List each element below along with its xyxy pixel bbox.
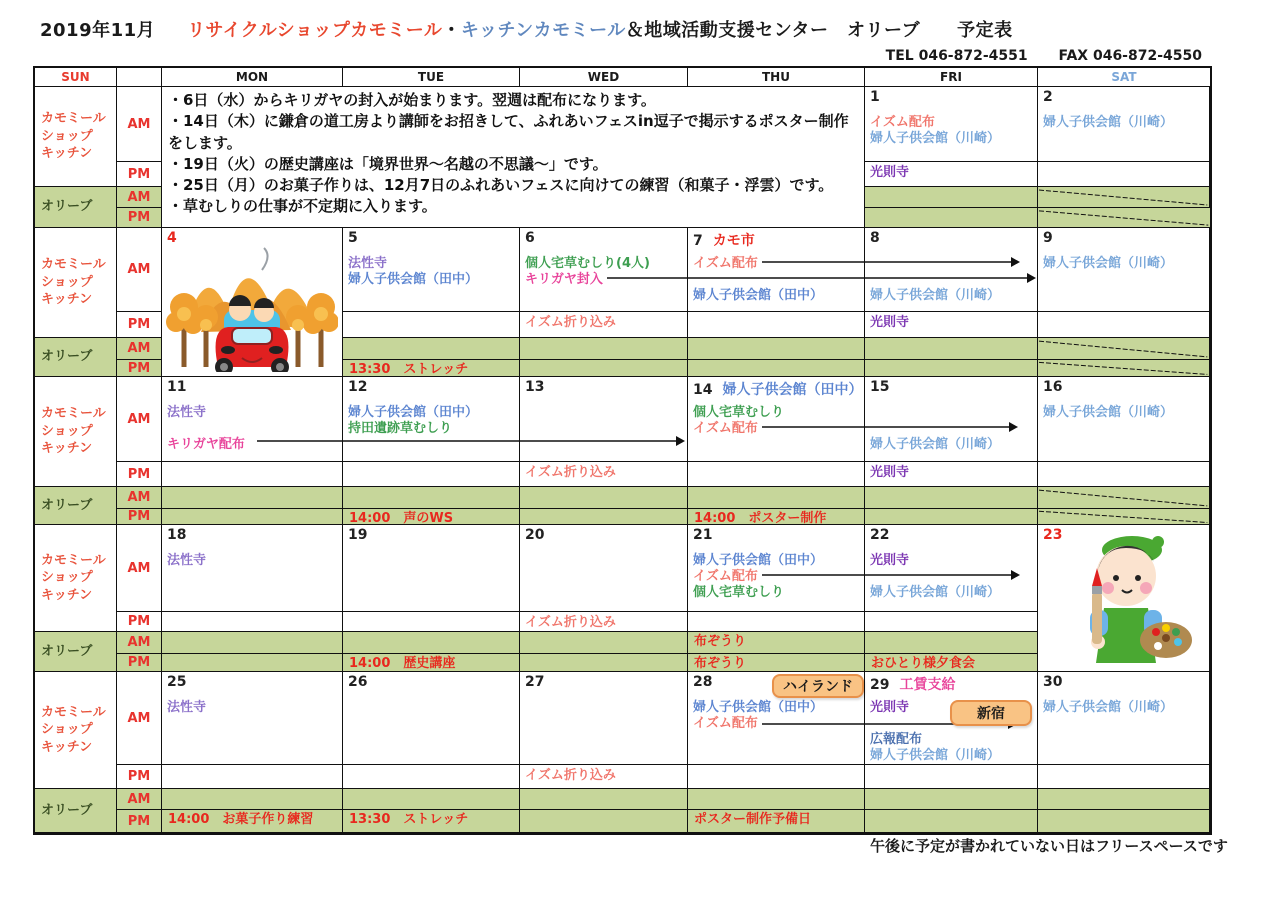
row-label-kamomile (35, 377, 117, 487)
row-label-kamomile-line: ショップ (41, 570, 93, 586)
painter-boy-illustration (1054, 528, 1194, 668)
am-label: AM (117, 377, 162, 462)
event-label: 婦人子供会館（川崎） (1043, 115, 1174, 130)
event-label: 婦人子供会館（川崎） (870, 131, 1001, 146)
date-number (1038, 377, 1209, 405)
day-olive-am-cell-11 (162, 487, 343, 509)
day-cell-27 (520, 672, 688, 765)
title-shop-name: リサイクルショップカモミール (187, 20, 443, 41)
date-number-text: 27 (525, 674, 545, 690)
olive-pm-label: PM (117, 509, 162, 525)
date-suffix-label: 婦人子供会館（田中） (722, 382, 863, 398)
spacer-line (865, 405, 1037, 421)
day-olive-pm-cell-9 (1038, 360, 1210, 377)
event-label: 婦人子供会館（川崎） (870, 437, 1001, 452)
day-olive-am-cell-13 (520, 487, 688, 509)
date-number (520, 228, 687, 256)
date-number-text: 16 (1043, 379, 1063, 395)
calendar-week-row-1 (35, 87, 1210, 228)
event-label: イズム配布 (693, 256, 758, 271)
day-olive-pm-cell-26 (343, 810, 520, 833)
day-pm-cell-7 (688, 312, 865, 338)
monthly-notes-cell (162, 87, 865, 228)
day-olive-am-cell-18 (162, 632, 343, 654)
date-number-text: 21 (693, 527, 713, 543)
day-cell-8 (865, 228, 1038, 312)
date-number: 23 (1043, 527, 1063, 543)
olive-am-label: AM (117, 338, 162, 360)
strikethrough-diagonal (1038, 509, 1209, 524)
event-label: 法性寺 (167, 700, 207, 715)
date-number-text: 11 (167, 379, 187, 395)
day-pm-cell-16 (1038, 462, 1210, 487)
event-label: 婦人子供会館（川崎） (1043, 405, 1174, 420)
day-cell-12 (343, 377, 520, 462)
day-cell-25 (162, 672, 343, 765)
day-pm-cell-28 (688, 765, 865, 789)
spacer-line (865, 256, 1037, 272)
weekday-header-fri: FRI (865, 68, 1038, 87)
event-label: 光則寺 (870, 465, 910, 480)
day-pm-cell-1 (865, 162, 1038, 187)
note-line: ・6日（水）からキリガヤの封入が始まります。翌週は配布になります。 (168, 91, 656, 109)
event-label: 個人宅草むしり (693, 585, 785, 600)
day-olive-am-cell-20 (520, 632, 688, 654)
pm-label: PM (117, 765, 162, 789)
olive-am-label: AM (117, 632, 162, 654)
row-label-kamomile-line: ショップ (41, 128, 93, 144)
day-cell-6 (520, 228, 688, 312)
day-pm-cell-5 (343, 312, 520, 338)
event-label: イズム配布 (693, 569, 758, 584)
date-number-text: 15 (870, 379, 890, 395)
day-olive-am-cell-2 (1038, 187, 1210, 208)
day-cell-14 (688, 377, 865, 462)
event-label: 法性寺 (348, 256, 388, 271)
calendar-week-row-5 (35, 672, 1210, 833)
date-number-text: 8 (870, 230, 880, 246)
day-pm-cell-12 (343, 462, 520, 487)
note-line: ・19日（火）の歴史講座は「境界世界～名越の不思議～」です。 (168, 154, 608, 173)
event-label: ポスター制作予備日 (694, 812, 812, 827)
day-olive-pm-cell-19 (343, 654, 520, 672)
date-suffix-label: 工賃支給 (899, 677, 956, 693)
row-label-kamomile-line: ショップ (41, 423, 93, 439)
date-number (520, 377, 687, 405)
event-label: 法性寺 (167, 553, 207, 568)
date-number (343, 228, 519, 256)
day-olive-am-cell-28 (688, 789, 865, 810)
title-year-month: 2019年11月 (40, 20, 156, 41)
row-label-kamomile-line: キッチン (41, 292, 93, 308)
event-label: 13:30 ストレッチ (349, 812, 469, 827)
row-label-olive: オリーブ (35, 632, 117, 672)
day-olive-pm-cell-29 (865, 810, 1038, 833)
event-label: キリガヤ封入 (525, 272, 603, 287)
location-badge: ハイランド (772, 674, 864, 698)
calendar-week-row-2 (35, 228, 1210, 377)
strikethrough-diagonal (1038, 187, 1209, 207)
day-olive-pm-cell-1 (865, 208, 1038, 228)
day-cell-2 (1038, 87, 1210, 162)
day-olive-pm-cell-7 (688, 360, 865, 377)
event-label: 個人宅草むしり (693, 405, 785, 420)
date-number-text: 7 (693, 233, 703, 249)
day-olive-am-cell-21 (688, 632, 865, 654)
day-olive-pm-cell-18 (162, 654, 343, 672)
day-cell-5 (343, 228, 520, 312)
strikethrough-diagonal (1038, 208, 1210, 227)
weekday-header-spacer (117, 68, 162, 87)
day-cell-16 (1038, 377, 1210, 462)
date-number (343, 672, 519, 700)
date-number-text: 13 (525, 379, 545, 395)
row-label-olive: オリーブ (35, 789, 117, 833)
am-label: AM (117, 228, 162, 312)
event-label: 広報配布 (870, 732, 923, 747)
event-label: 婦人子供会館（川崎） (1043, 256, 1174, 271)
day-olive-pm-cell-12 (343, 509, 520, 525)
weekday-header-sat: SAT (1038, 68, 1210, 87)
row-label-kamomile-line: カモミール (41, 406, 106, 422)
strikethrough-diagonal (1038, 487, 1209, 508)
row-label-kamomile-line: キッチン (41, 146, 93, 162)
date-number (1038, 672, 1209, 700)
date-number (343, 377, 519, 405)
day-olive-am-cell-9 (1038, 338, 1210, 360)
day-olive-am-cell-7 (688, 338, 865, 360)
date-number (343, 525, 519, 553)
day-olive-am-cell-14 (688, 487, 865, 509)
day-olive-pm-cell-2 (1038, 208, 1210, 228)
contact-info (886, 48, 1202, 64)
weekday-header-sun: SUN (35, 68, 117, 87)
am-label: AM (117, 87, 162, 162)
day-olive-pm-cell-11 (162, 509, 343, 525)
date-number-text: 22 (870, 527, 890, 543)
day-olive-am-cell-6 (520, 338, 688, 360)
date-number-text: 30 (1043, 674, 1063, 690)
olive-pm-label: PM (117, 360, 162, 377)
weekday-header-thu: THU (688, 68, 865, 87)
day-pm-cell-21 (688, 612, 865, 632)
date-number-text: 1 (870, 89, 880, 105)
event-label: イズム折り込み (525, 465, 616, 480)
date-number (688, 228, 864, 256)
olive-am-label: AM (117, 487, 162, 509)
pm-label: PM (117, 612, 162, 632)
event-label: 光則寺 (870, 165, 910, 180)
day-olive-am-cell-15 (865, 487, 1038, 509)
day-cell-30 (1038, 672, 1210, 765)
day-pm-cell-13 (520, 462, 688, 487)
strikethrough-diagonal (1038, 338, 1209, 359)
day-cell-13 (520, 377, 688, 462)
event-label: 婦人子供会館（田中） (348, 405, 479, 420)
painter-boy-illustration (1038, 525, 1209, 671)
day-olive-pm-cell-20 (520, 654, 688, 672)
date-number (1038, 87, 1209, 115)
event-label: 婦人子供会館（川崎） (870, 288, 1001, 303)
event-label: イズム折り込み (525, 615, 616, 630)
day-olive-am-cell-22 (865, 632, 1038, 654)
pm-label: PM (117, 162, 162, 187)
row-label-kamomile-line: キッチン (41, 441, 93, 457)
day-pm-cell-14 (688, 462, 865, 487)
event-label: 婦人子供会館（田中） (348, 272, 479, 287)
event-label: 法性寺 (167, 405, 207, 420)
olive-pm-label: PM (117, 208, 162, 228)
spacer-line (865, 421, 1037, 437)
day-cell-9 (1038, 228, 1210, 312)
date-number (520, 525, 687, 553)
note-line: ・草むしりの仕事が不定期に入ります。 (168, 197, 437, 216)
day-cell-23 (1038, 525, 1210, 672)
title-rest: ＆地域活動支援センター オリーブ 予定表 (625, 20, 1013, 41)
date-suffix-label: カモ市 (712, 233, 755, 249)
event-label: 婦人子供会館（田中） (693, 288, 824, 303)
day-olive-am-cell-27 (520, 789, 688, 810)
event-label: 14:00 ポスター制作 (694, 511, 827, 525)
day-olive-am-cell-29 (865, 789, 1038, 810)
spacer-line (162, 421, 342, 437)
event-label: 持田遺跡草むしり (348, 421, 453, 436)
event-label: 婦人子供会館（田中） (693, 553, 824, 568)
day-olive-am-cell-8 (865, 338, 1038, 360)
calendar-week-row-4 (35, 525, 1210, 672)
row-label-kamomile-line: ショップ (41, 722, 93, 738)
day-pm-cell-25 (162, 765, 343, 789)
date-number (688, 377, 864, 405)
event-label: キリガヤ配布 (167, 437, 245, 452)
day-olive-pm-cell-8 (865, 360, 1038, 377)
row-label-kamomile-line: キッチン (41, 587, 93, 603)
day-olive-am-cell-16 (1038, 487, 1210, 509)
event-label: イズム配布 (870, 115, 935, 130)
event-label: 布ぞうり (694, 656, 747, 671)
date-number-text: 28 (693, 674, 713, 690)
day-olive-pm-cell-5 (343, 360, 520, 377)
day-pm-cell-2 (1038, 162, 1210, 187)
day-cell-21 (688, 525, 865, 612)
day-olive-am-cell-25 (162, 789, 343, 810)
row-label-kamomile-line: カモミール (41, 704, 106, 720)
day-olive-pm-cell-27 (520, 810, 688, 833)
date-number-text: 9 (1043, 230, 1053, 246)
day-olive-pm-cell-25 (162, 810, 343, 833)
event-label: 光則寺 (870, 553, 910, 568)
pm-label: PM (117, 312, 162, 338)
day-cell-26 (343, 672, 520, 765)
day-pm-cell-20 (520, 612, 688, 632)
row-label-kamomile (35, 525, 117, 632)
date-number (688, 525, 864, 553)
date-number (1038, 228, 1209, 256)
event-label: 13:30 ストレッチ (349, 362, 469, 377)
event-label: 婦人子供会館（川崎） (870, 585, 1001, 600)
am-label: AM (117, 525, 162, 612)
date-number (865, 672, 1037, 700)
date-number (162, 377, 342, 405)
event-label: 光則寺 (870, 700, 910, 715)
day-cell-4 (162, 228, 343, 377)
event-label: イズム折り込み (525, 315, 616, 330)
day-pm-cell-6 (520, 312, 688, 338)
title-kitchen-name: キッチンカモミール (460, 20, 626, 41)
day-pm-cell-9 (1038, 312, 1210, 338)
row-label-kamomile (35, 87, 117, 187)
note-line: ・25日（月）のお菓子作りは、12月7日のふれあいフェスに向けての練習（和菓子・浮雲）です。 (168, 176, 834, 195)
pm-label: PM (117, 462, 162, 487)
row-label-olive: オリーブ (35, 487, 117, 525)
date-number (865, 228, 1037, 256)
date-number (162, 672, 342, 700)
event-label: イズム配布 (693, 716, 758, 731)
day-pm-cell-19 (343, 612, 520, 632)
date-number-text: 18 (167, 527, 187, 543)
row-label-olive: オリーブ (35, 187, 117, 228)
date-number: 4 (167, 230, 177, 246)
day-olive-am-cell-19 (343, 632, 520, 654)
day-olive-am-cell-30 (1038, 789, 1210, 810)
day-cell-7 (688, 228, 865, 312)
day-olive-pm-cell-21 (688, 654, 865, 672)
weekday-header-mon: MON (162, 68, 343, 87)
day-olive-am-cell-26 (343, 789, 520, 810)
day-cell-19 (343, 525, 520, 612)
day-olive-am-cell-5 (343, 338, 520, 360)
row-label-kamomile-line: カモミール (41, 111, 106, 127)
row-label-kamomile-line: キッチン (41, 739, 93, 755)
spacer-line (865, 272, 1037, 288)
date-number-text: 14 (693, 382, 713, 398)
day-pm-cell-30 (1038, 765, 1210, 789)
title-separator: ・ (442, 20, 461, 41)
tel-number: TEL 046-872-4551 (885, 48, 1028, 64)
event-label: イズム配布 (693, 421, 758, 436)
date-number-text: 12 (348, 379, 368, 395)
date-number-text: 29 (870, 677, 890, 693)
date-number (865, 377, 1037, 405)
day-pm-cell-15 (865, 462, 1038, 487)
day-cell-11 (162, 377, 343, 462)
am-label: AM (117, 672, 162, 765)
row-label-kamomile-line: カモミール (41, 552, 106, 568)
row-label-kamomile-line: カモミール (41, 257, 106, 273)
event-label: 14:00 声のWS (349, 511, 454, 525)
weekday-header-tue: TUE (343, 68, 520, 87)
event-label: 婦人子供会館（川崎） (1043, 700, 1174, 715)
day-pm-cell-18 (162, 612, 343, 632)
fax-number: FAX 046-872-4550 (1058, 48, 1202, 64)
event-label: 14:00 お菓子作り練習 (168, 812, 314, 827)
row-label-kamomile-line: ショップ (41, 274, 93, 290)
row-label-kamomile (35, 228, 117, 338)
day-olive-pm-cell-16 (1038, 509, 1210, 525)
location-badge: 新宿 (950, 700, 1032, 726)
olive-am-label: AM (117, 187, 162, 208)
autumn-drive-illustration (166, 232, 338, 372)
day-pm-cell-26 (343, 765, 520, 789)
date-number (162, 525, 342, 553)
day-pm-cell-11 (162, 462, 343, 487)
calendar-week-row-3 (35, 377, 1210, 525)
date-number-text: 20 (525, 527, 545, 543)
date-number-text: 6 (525, 230, 535, 246)
day-pm-cell-29 (865, 765, 1038, 789)
date-number-text: 2 (1043, 89, 1053, 105)
row-label-kamomile (35, 672, 117, 789)
weekday-header-row (35, 68, 1210, 87)
day-olive-pm-cell-28 (688, 810, 865, 833)
autumn-drive-illustration (162, 228, 342, 376)
day-olive-pm-cell-15 (865, 509, 1038, 525)
day-olive-pm-cell-14 (688, 509, 865, 525)
note-line: ・14日（木）に鎌倉の道工房より講師をお招きして、ふれあいフェスin逗子で掲示するポスター制作をします。 (168, 112, 849, 152)
day-olive-am-cell-1 (865, 187, 1038, 208)
day-olive-pm-cell-22 (865, 654, 1038, 672)
olive-pm-label: PM (117, 654, 162, 672)
day-olive-am-cell-12 (343, 487, 520, 509)
date-number-text: 19 (348, 527, 368, 543)
day-cell-20 (520, 525, 688, 612)
spacer-line (688, 272, 864, 288)
day-pm-cell-27 (520, 765, 688, 789)
event-label: 婦人子供会館（田中） (693, 700, 824, 715)
day-olive-pm-cell-30 (1038, 810, 1210, 833)
date-number-text: 26 (348, 674, 368, 690)
event-label: イズム折り込み (525, 768, 616, 783)
day-cell-15 (865, 377, 1038, 462)
page-title (40, 16, 1013, 42)
strikethrough-diagonal (1038, 360, 1209, 376)
day-olive-pm-cell-6 (520, 360, 688, 377)
event-label: 個人宅草むしり(4人) (525, 256, 650, 271)
weekday-header-wed: WED (520, 68, 688, 87)
event-label: おひとり様夕食会 (871, 656, 976, 671)
event-label: 布ぞうり (694, 634, 747, 649)
schedule-table (33, 66, 1212, 835)
event-label: 婦人子供会館（川崎） (870, 748, 1001, 763)
row-label-olive: オリーブ (35, 338, 117, 377)
olive-pm-label: PM (117, 810, 162, 833)
date-number (865, 525, 1037, 553)
event-label: 光則寺 (870, 315, 910, 330)
day-pm-cell-8 (865, 312, 1038, 338)
day-cell-1 (865, 87, 1038, 162)
day-cell-22 (865, 525, 1038, 612)
olive-am-label: AM (117, 789, 162, 810)
day-cell-18 (162, 525, 343, 612)
date-number (865, 87, 1037, 115)
day-olive-pm-cell-13 (520, 509, 688, 525)
date-number-text: 25 (167, 674, 187, 690)
footer-note: 午後に予定が書かれていない日はフリースペースです (870, 837, 1228, 855)
date-number-text: 5 (348, 230, 358, 246)
event-label: 14:00 歴史講座 (349, 656, 456, 671)
date-number (520, 672, 687, 700)
spacer-line (865, 569, 1037, 585)
day-pm-cell-22 (865, 612, 1038, 632)
